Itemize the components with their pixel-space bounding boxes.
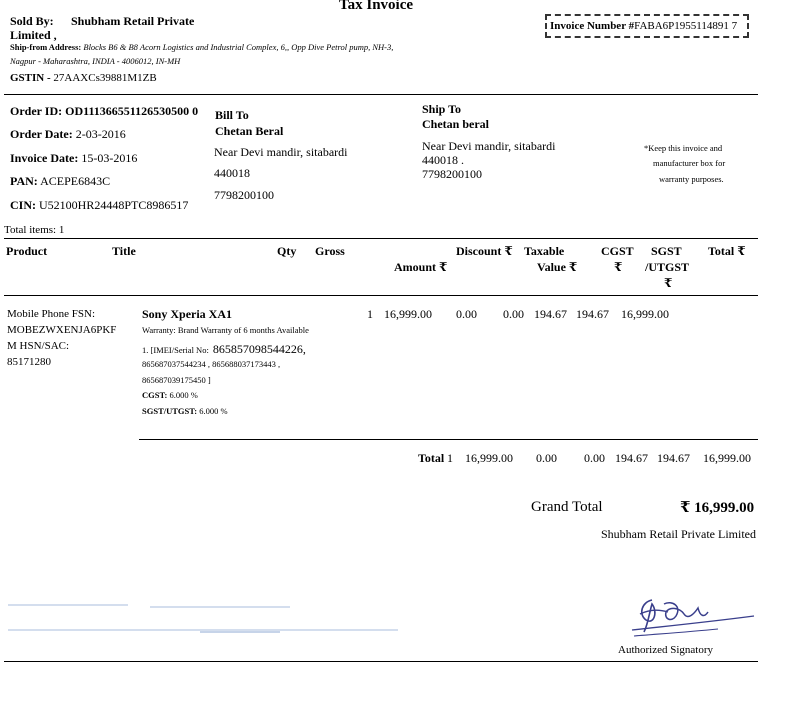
total-items: Total items: 1 [4, 224, 65, 236]
scan-artifact [150, 606, 290, 608]
cin-label: CIN: [10, 198, 36, 212]
row-qty: 1 [367, 307, 373, 321]
totals-total: 16,999.00 [703, 451, 751, 465]
document-title: Tax Invoice [339, 0, 414, 13]
product-line2: MOBEZWXENJA6PKF [7, 324, 117, 336]
col-amount: Amount ₹ [394, 260, 448, 274]
gstin-value: 27AAXCs39881M1ZB [53, 72, 157, 84]
order-date-value: 2-03-2016 [75, 127, 126, 141]
sgst-rate: 6.000 % [199, 406, 228, 416]
col-taxable-line1: Taxable [524, 244, 565, 258]
ship-from-address-line2: Nagpur - Maharashtra, INDIA - 4006012, IN-MH [10, 56, 181, 66]
col-gross: Gross [315, 244, 345, 258]
ship-from-address-line1: Blocks B6 & B8 Acorn Logistics and Industrial Complex, 6,, Opp Dive Petrol pump, NH-3, [83, 42, 394, 52]
imei-line2: 865687037544234 , 865688037173443 , [142, 359, 281, 369]
col-discount: Discount ₹ [456, 244, 513, 258]
invoice-number-label: Invoice Number # [550, 20, 635, 32]
row-discount: 0.00 [456, 307, 477, 321]
ship-from-label: Ship-from Address: [10, 42, 82, 52]
cgst-label: CGST: [142, 390, 168, 400]
header-divider [4, 94, 758, 95]
bill-to-address: Near Devi mandir, sitabardi [214, 145, 348, 159]
col-sgst-line1: SGST [651, 244, 682, 258]
product-line3: M HSN/SAC: [7, 340, 70, 352]
bill-to-label: Bill To [215, 108, 249, 122]
row-cgst: 194.67 [534, 307, 567, 321]
sold-by-label: Sold By: [10, 14, 54, 28]
product-line1: Mobile Phone FSN: [7, 308, 96, 320]
row-taxable: 0.00 [503, 307, 524, 321]
gstin-label: GSTIN - [10, 72, 51, 84]
item-warranty: Warranty: Brand Warranty of 6 months Available [142, 325, 309, 335]
imei-prefix: 1. [IMEI/Serial No: [142, 345, 209, 355]
totals-qty: 1 [447, 451, 453, 465]
imei-line3: 865687039175450 ] [142, 375, 211, 385]
order-id-value: OD111366551126530500 0 [65, 104, 199, 118]
table-top-divider [4, 238, 758, 239]
totals-taxable: 0.00 [584, 451, 605, 465]
order-date-label: Order Date: [10, 127, 73, 141]
ship-to-phone: 7798200100 [422, 167, 482, 181]
seller-name-line1: Shubham Retail Private [71, 14, 195, 28]
row-total: 16,999.00 [621, 307, 669, 321]
pan-value: ACEPE6843C [40, 174, 111, 188]
ship-to-address: Near Devi mandir, sitabardi [422, 139, 556, 153]
bill-to-pin: 440018 [214, 166, 250, 180]
col-taxable-line2: Value ₹ [537, 260, 578, 274]
invoice-date-label: Invoice Date: [10, 151, 79, 165]
scan-artifact [200, 631, 280, 633]
note-line2: manufacturer box for [653, 158, 726, 168]
totals-discount: 0.00 [536, 451, 557, 465]
note-line1: *Keep this invoice and [644, 143, 723, 153]
grand-total-company: Shubham Retail Private Limited [601, 527, 756, 541]
col-total: Total ₹ [708, 244, 746, 258]
invoice-number-value: FABA6P1955114891 7 [634, 20, 738, 32]
ship-to-name: Chetan beral [422, 117, 489, 131]
col-sgst-line3: ₹ [664, 276, 673, 290]
signature-image [628, 592, 758, 640]
row-sgst: 194.67 [576, 307, 609, 321]
product-line4: 85171280 [7, 356, 51, 368]
pan-label: PAN: [10, 174, 38, 188]
bill-to-phone: 7798200100 [214, 188, 274, 202]
totals-label: Total [418, 451, 445, 465]
col-sgst-line2: /UTGST [645, 260, 690, 274]
col-cgst-line2: ₹ [614, 260, 623, 274]
invoice-date-value: 15-03-2016 [81, 151, 138, 165]
scan-artifact [8, 604, 128, 606]
grand-total-label: Grand Total [531, 499, 603, 515]
row-divider [139, 439, 758, 440]
col-cgst-line1: CGST [601, 244, 634, 258]
order-id-label: Order ID: [10, 104, 63, 118]
col-title: Title [112, 244, 136, 258]
note-line3: warranty purposes. [659, 174, 724, 184]
footer-divider [4, 661, 758, 662]
grand-total-value: ₹ 16,999.00 [680, 500, 755, 516]
row-gross: 16,999.00 [384, 307, 432, 321]
signatory-label: Authorized Signatory [618, 644, 714, 656]
totals-gross: 16,999.00 [465, 451, 513, 465]
cin-value: U52100HR24448PTC8986517 [39, 198, 189, 212]
col-qty: Qty [277, 244, 297, 258]
totals-cgst: 194.67 [615, 451, 648, 465]
imei-main: 865857098544226, [212, 342, 306, 356]
cgst-rate: 6.000 % [169, 390, 198, 400]
table-header-divider [4, 295, 758, 296]
bill-to-name: Chetan Beral [215, 124, 284, 138]
ship-to-label: Ship To [422, 102, 462, 116]
sgst-label: SGST/UTGST: [142, 406, 198, 416]
item-title: Sony Xperia XA1 [142, 307, 233, 321]
seller-name-line2: Limited , [10, 28, 57, 42]
ship-to-pin: 440018 . [422, 153, 464, 167]
col-product: Product [6, 244, 48, 258]
totals-sgst: 194.67 [657, 451, 690, 465]
